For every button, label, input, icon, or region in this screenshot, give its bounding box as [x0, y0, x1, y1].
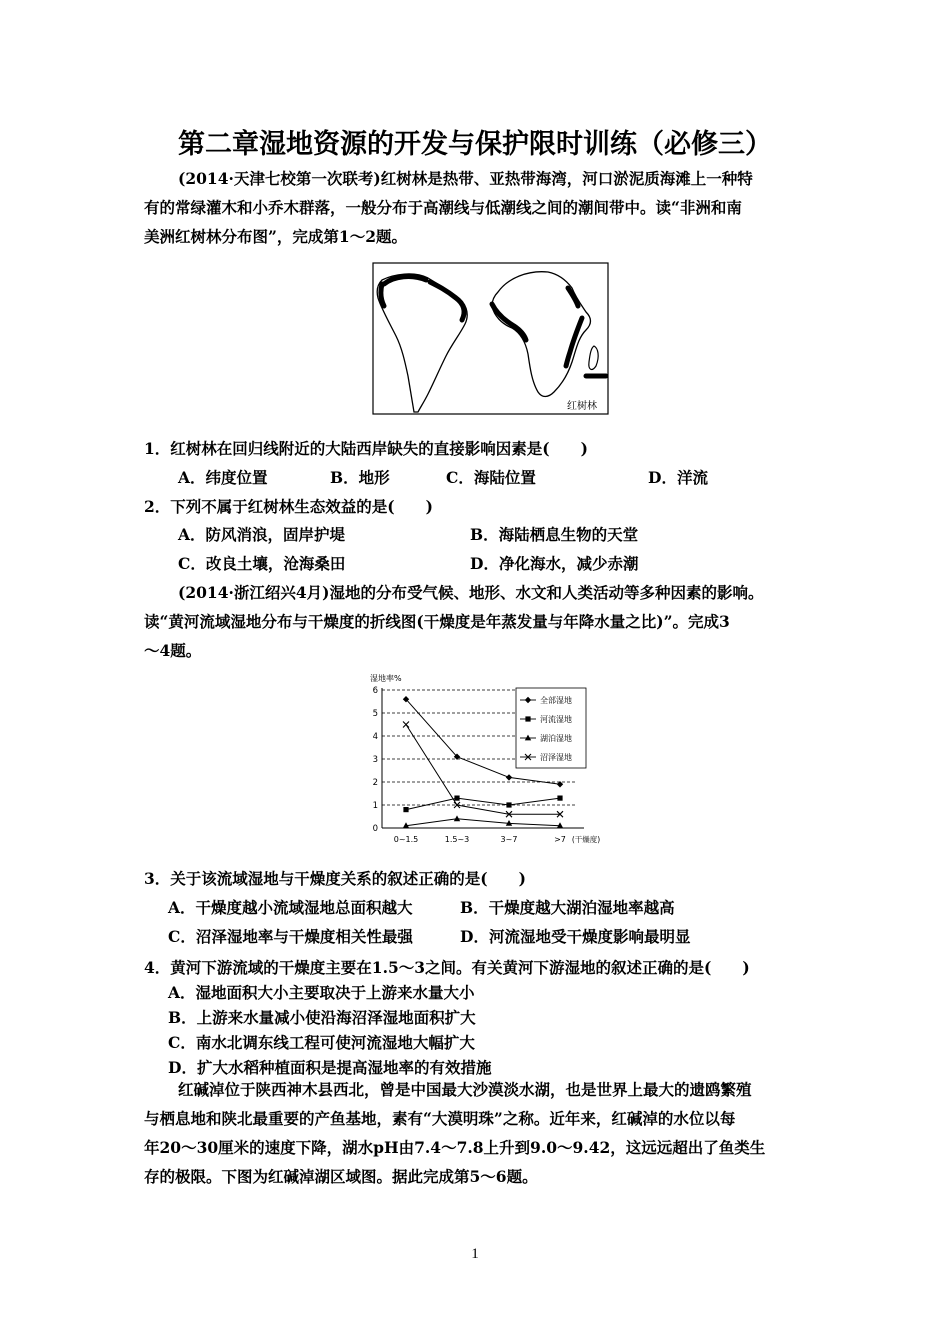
q1-option-d: D．洋流 — [648, 468, 708, 487]
mangrove-map — [372, 262, 610, 416]
q2-option-c: C．改良土壤，沧海桑田 — [178, 554, 346, 573]
legend-label: 河流湿地 — [540, 715, 572, 724]
wetland-line-chart — [366, 670, 622, 852]
wetland-chart-figure — [366, 670, 622, 856]
x-tick-label: 0~1.5 — [393, 835, 419, 844]
mangrove-map-figure — [372, 262, 610, 420]
legend-label: 全部湿地 — [540, 696, 572, 705]
data-point-square — [454, 796, 459, 801]
x-tick-label: 3~7 — [500, 835, 518, 844]
y-tick-label: 5 — [372, 709, 378, 719]
q2-option-b: B．海陆栖息生物的天堂 — [470, 525, 639, 544]
y-tick-label: 2 — [372, 778, 378, 788]
intro3-line-2: 与栖息地和陕北最重要的产鱼基地，素有“大漠明珠”之称。近年来，红碱淖的水位以每 — [144, 1109, 736, 1128]
q2-option-d: D．净化海水，减少赤潮 — [470, 554, 639, 573]
q3-option-c: C．沼泽湿地率与干燥度相关性最强 — [168, 927, 413, 946]
intro3-line-4: 存的极限。下图为红碱淖湖区域图。据此完成第5～6题。 — [144, 1167, 538, 1186]
intro2-line-2: 读“黄河流域湿地分布与干燥度的折线图(干燥度是年蒸发量与年降水量之比)”。完成3 — [144, 612, 730, 631]
intro2-line-1: (2014·浙江绍兴4月)湿地的分布受气候、地形、水文和人类活动等多种因素的影响。 — [178, 583, 764, 602]
intro1-line-1: (2014·天津七校第一次联考)红树林是热带、亚热带海湾，河口淤泥质海滩上一种特 — [178, 169, 753, 188]
page-title: 第二章湿地资源的开发与保护限时训练（必修三） — [178, 129, 772, 160]
q2-option-a: A．防风消浪，固岸护堤 — [178, 525, 346, 544]
data-point-cross — [403, 722, 409, 728]
data-point-square — [506, 802, 511, 807]
q4-option-c: C．南水北调东线工程可使河流湿地大幅扩大 — [168, 1033, 475, 1052]
intro3-line-1: 红碱淖位于陕西神木县西北，曾是中国最大沙漠淡水湖，也是世界上最大的遗鸥繁殖 — [178, 1080, 752, 1099]
y-tick-label: 1 — [372, 801, 378, 811]
data-point-triangle — [454, 815, 460, 821]
y-tick-label: 6 — [372, 686, 378, 696]
data-point-diamond — [506, 774, 512, 780]
intro1-line-2: 有的常绿灌木和小乔木群落，一般分布于高潮线与低潮线之间的潮间带中。读“非洲和南 — [144, 198, 742, 217]
q4-option-a: A．湿地面积大小主要取决于上游来水量大小 — [168, 983, 475, 1002]
q1-option-b: B．地形 — [330, 468, 390, 487]
legend-label: 湖泊湿地 — [540, 734, 572, 743]
q2-stem: 2．下列不属于红树林生态效益的是( ) — [144, 497, 433, 516]
page-number: 1 — [471, 1246, 479, 1262]
q4-option-d: D．扩大水稻种植面积是提高湿地率的有效措施 — [168, 1058, 492, 1077]
q3-option-a: A．干燥度越小流域湿地总面积越大 — [168, 898, 413, 917]
series-line-triangle — [406, 819, 560, 826]
data-point-square — [403, 807, 408, 812]
intro1-line-3: 美洲红树林分布图”，完成第1～2题。 — [144, 227, 407, 246]
q4-option-b: B．上游来水量减小使沿海沼泽湿地面积扩大 — [168, 1008, 476, 1027]
q1-option-c: C．海陆位置 — [446, 468, 536, 487]
q3-option-d: D．河流湿地受干燥度影响最明显 — [460, 927, 691, 946]
intro2-line-3: ～4题。 — [144, 641, 202, 660]
legend-label: 沼泽湿地 — [540, 753, 572, 762]
intro3-line-3: 年20～30厘米的速度下降，湖水pH由7.4～7.8上升到9.0～9.42，这远远超出了鱼类生 — [144, 1138, 766, 1157]
x-tick-label: 1.5~3 — [444, 835, 470, 844]
y-tick-label: 0 — [372, 824, 378, 834]
y-tick-label: 4 — [372, 732, 378, 742]
q3-option-b: B．干燥度越大湖泊湿地率越高 — [460, 898, 675, 917]
q1-stem: 1．红树林在回归线附近的大陆西岸缺失的直接影响因素是( ) — [144, 439, 588, 458]
q3-stem: 3．关于该流域湿地与干燥度关系的叙述正确的是( ) — [144, 869, 526, 888]
x-tick-label: >7 — [554, 835, 566, 844]
q1-option-a: A．纬度位置 — [178, 468, 268, 487]
q4-stem: 4．黄河下游流域的干燥度主要在1.5～3之间。有关黄河下游湿地的叙述正确的是( ) — [144, 958, 750, 977]
x-axis-label: (干燥度) — [571, 835, 601, 844]
legend-marker-square — [525, 716, 530, 721]
series-line-square — [406, 798, 560, 810]
y-tick-label: 3 — [372, 755, 378, 765]
y-axis-label: 湿地率% — [370, 674, 402, 683]
map-legend-label: 红树林 — [567, 401, 597, 412]
data-point-square — [557, 796, 562, 801]
